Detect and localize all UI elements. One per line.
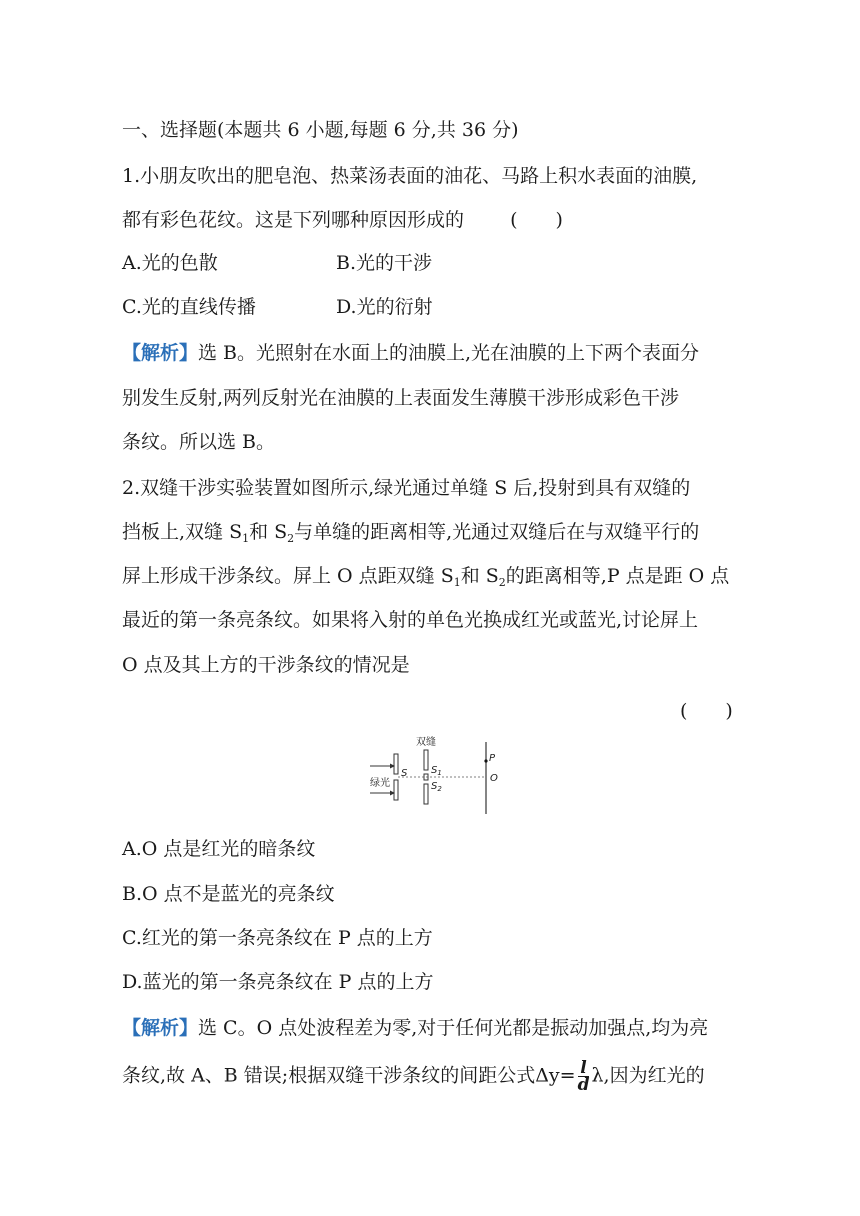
label-s: S [401, 768, 408, 779]
q1-option-d: D.光的衍射 [336, 296, 433, 318]
label-o: O [490, 773, 498, 784]
q2-line3-part-a: 屏上形成干涉条纹。屏上 O 点距双缝 S [122, 565, 454, 587]
q1-option-a: A.光的色散 [122, 252, 218, 274]
q2-stem-line5: O 点及其上方的干涉条纹的情况是 [122, 654, 410, 676]
q1-stem-text: 都有彩色花纹。这是下列哪种原因形成的 [122, 209, 465, 231]
q2-option-a: A.O 点是红光的暗条纹 [122, 838, 316, 860]
double-slit-upper-plate [424, 750, 428, 770]
label-s2 [431, 781, 442, 793]
q2-line3-part-c: 的距离相等,P 点是距 O 点 [505, 565, 730, 587]
section-title: 一、选择题(本题共 6 小题,每题 6 分,共 36 分) [122, 119, 519, 141]
q2-line3-sub1: 1 [453, 576, 461, 589]
q2-line2-sub1: 1 [242, 532, 250, 545]
q2-option-b: B.O 点不是蓝光的亮条纹 [122, 883, 335, 905]
label-s1 [431, 765, 442, 777]
q1-option-c: C.光的直线传播 [122, 296, 256, 318]
q2-line3-sub2: 2 [498, 576, 506, 589]
fraction-denominator: d [577, 1075, 590, 1095]
q1-analysis-line2: 别发生反射,两列反射光在油膜的上表面发生薄膜干涉形成彩色干涉 [122, 387, 680, 409]
q1-analysis-text1: 选 B。光照射在水面上的油膜上,光在油膜的上下两个表面分 [198, 342, 700, 364]
q2-stem-line3 [122, 564, 729, 588]
q1-analysis-line1 [122, 341, 699, 365]
q2-analysis-line1 [122, 1016, 708, 1040]
single-slit-lower-plate [394, 780, 398, 800]
q2-analysis-text2b: λ,因为红光的 [591, 1064, 705, 1087]
label-double-slit: 双缝 [416, 737, 436, 748]
q1-stem-line2 [122, 208, 563, 232]
fraction-numerator: l [578, 1060, 590, 1077]
q1-answer-blank: ( ) [510, 209, 563, 231]
q2-option-d: D.蓝光的第一条亮条纹在 P 点的上方 [122, 971, 434, 993]
q2-analysis-text2a: 条纹,故 A、B 错误;根据双缝干涉条纹的间距公式Δy= [122, 1064, 576, 1087]
double-slit-diagram [368, 734, 498, 816]
label-green-light: 绿光 [370, 778, 390, 789]
q1-option-b: B.光的干涉 [336, 252, 433, 274]
q2-answer-blank: ( ) [680, 700, 733, 722]
q2-stem-line1: 2.双缝干涉实验装置如图所示,绿光通过单缝 S 后,投射到具有双缝的 [122, 477, 691, 499]
single-slit-upper-plate [394, 754, 398, 774]
fringe-spacing-fraction [578, 1060, 590, 1093]
q2-analysis-tag: 【解析】 [122, 1017, 199, 1039]
q2-line3-part-b: 和 S [460, 565, 499, 587]
q2-analysis-line2 [122, 1060, 705, 1093]
q1-analysis-line3: 条纹。所以选 B。 [122, 431, 276, 453]
q2-line2-sub2: 2 [287, 532, 295, 545]
point-p [484, 759, 487, 762]
q1-stem-line1: 1.小朋友吹出的肥皂泡、热菜汤表面的油花、马路上积水表面的油膜, [122, 165, 698, 187]
double-slit-lower-plate [424, 784, 428, 804]
q1-analysis-tag: 【解析】 [122, 342, 199, 364]
q2-line2-part-a: 挡板上,双缝 S [122, 521, 243, 543]
q2-line2-part-c: 与单缝的距离相等,光通过双缝后在与双缝平行的 [294, 521, 700, 543]
q2-option-c: C.红光的第一条亮条纹在 P 点的上方 [122, 927, 433, 949]
label-s1-sub: 1 [437, 769, 442, 777]
label-s2-letter: S [431, 781, 438, 792]
q2-stem-line4: 最近的第一条亮条纹。如果将入射的单色光换成红光或蓝光,讨论屏上 [122, 609, 699, 631]
label-p: P [489, 753, 496, 764]
q2-line2-part-b: 和 S [249, 521, 288, 543]
q2-analysis-text1: 选 C。O 点处波程差为零,对于任何光都是振动加强点,均为亮 [198, 1017, 709, 1039]
label-s2-sub: 2 [437, 785, 442, 793]
q2-stem-line2 [122, 520, 699, 544]
label-s1-letter: S [431, 765, 438, 776]
